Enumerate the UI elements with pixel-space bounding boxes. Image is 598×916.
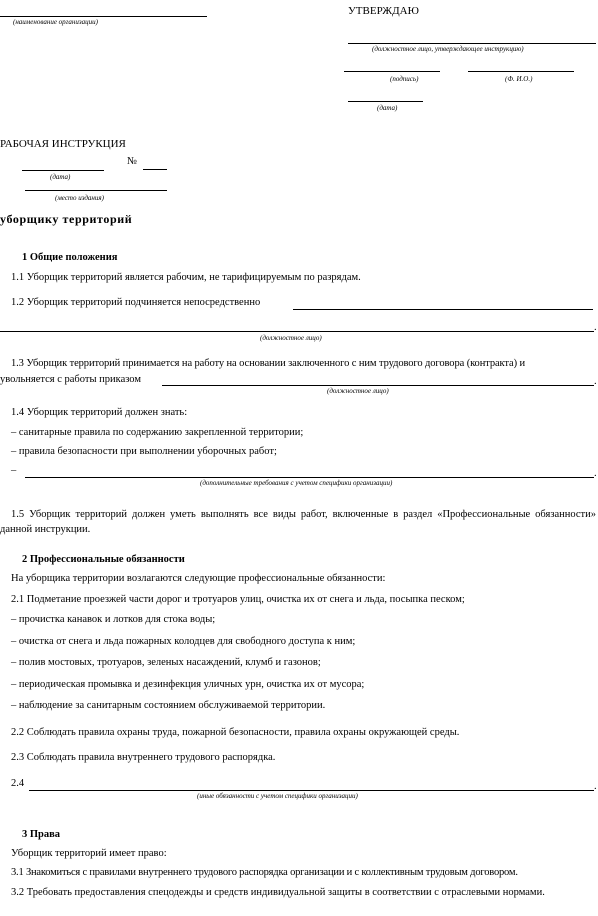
section2-intro: На уборщика территории возлагаются следующие профессиональные обязанности: — [11, 573, 386, 584]
clause-2-4: 2.4 — [11, 778, 25, 789]
duty-item: – очистка от снега и льда пожарных колодцев для свободного доступа к ним; — [11, 636, 356, 647]
doc-type: РАБОЧАЯ ИНСТРУКЦИЯ — [0, 138, 126, 150]
clause-1-2: 1.2 Уборщик территорий подчиняется непосредственно — [11, 297, 261, 308]
place-line — [25, 190, 167, 191]
supervisor-dot: . — [594, 322, 597, 333]
clause-1-3-cont: увольняется с работы приказом — [0, 374, 142, 385]
duty-item: – полив мостовых, тротуаров, зеленых насаждений, клумб и газонов; — [11, 657, 321, 668]
org-name-caption: (наименование организации) — [13, 18, 98, 26]
clause-1-3: 1.3 Уборщик территорий принимается на работу на основании заключенного с ним трудового договора (контракта) и — [11, 358, 526, 369]
signature-caption: (подпись) — [390, 75, 419, 83]
clause-1-1: 1.1 Уборщик территорий является рабочим, не тарифицируемым по разрядам. — [11, 272, 361, 283]
name-line — [468, 71, 574, 72]
clause-2-3: 2.3 Соблюдать правила внутреннего трудового распорядка. — [11, 752, 276, 763]
know-extra-line — [25, 477, 594, 478]
duty-item: – наблюдение за санитарным состоянием обслуживаемой территории. — [11, 700, 326, 711]
know-item: – санитарные правила по содержанию закрепленной территории; — [11, 427, 304, 438]
dismissal-caption: (должностное лицо) — [327, 387, 389, 395]
know-caption: (дополнительные требования с учетом специфики организации) — [200, 479, 393, 487]
approve-date-line — [348, 101, 423, 102]
supervisor-line-1 — [293, 309, 593, 310]
approve-date-caption: (дата) — [377, 104, 398, 112]
section2-heading: 2 Профессиональные обязанности — [22, 554, 185, 565]
know-item: – — [11, 465, 17, 476]
know-extra-dot: . — [594, 468, 597, 479]
duty-item: – прочистка канавок и лотков для стока воды; — [11, 614, 216, 625]
know-item: – правила безопасности при выполнении уборочных работ; — [11, 446, 277, 457]
dismissal-dot: . — [594, 376, 597, 387]
section3-intro: Уборщик территорий имеет право: — [11, 848, 167, 859]
clause-3-1: 3.1 Знакомиться с правилами внутреннего трудового распорядка организации и с коллективным трудовым договором. — [11, 867, 518, 878]
place-caption: (место издания) — [55, 194, 104, 202]
section3-heading: 3 Права — [22, 829, 61, 840]
other-duties-line — [29, 790, 594, 791]
dismissal-line — [162, 385, 594, 386]
doc-subject: уборщику территорий — [0, 212, 133, 226]
number-line — [143, 169, 167, 170]
approve-label: УТВЕРЖДАЮ — [348, 5, 419, 17]
supervisor-caption: (должностное лицо) — [260, 334, 322, 342]
duty-item: – периодическая промывка и дезинфекция уличных урн, очистка их от мусора; — [11, 679, 365, 690]
doc-date-line — [22, 170, 104, 171]
other-duties-caption: (иные обязанности с учетом специфики организации) — [197, 792, 358, 800]
name-caption: (Ф. И.О.) — [505, 75, 533, 83]
approver-position-caption: (должностное лицо, утверждающее инструкцию) — [372, 45, 524, 53]
number-label: № — [127, 156, 138, 167]
approver-position-line — [348, 43, 596, 44]
clause-1-5: 1.5 Уборщик территорий должен уметь выполнять все виды работ, включенные в раздел «Профессиональные обязанности» данной инструкции. — [0, 509, 596, 535]
clause-2-1: 2.1 Подметание проезжей части дорог и тротуаров улиц, очистка их от снега и льда, посыпка песком; — [11, 594, 465, 605]
clause-1-4: 1.4 Уборщик территорий должен знать: — [11, 407, 188, 418]
doc-date-caption: (дата) — [50, 173, 71, 181]
clause-2-2: 2.2 Соблюдать правила охраны труда, пожарной безопасности, правила охраны окружающей среды. — [11, 727, 460, 738]
supervisor-line-2 — [0, 331, 594, 332]
signature-line — [344, 71, 440, 72]
other-duties-dot: . — [594, 781, 597, 792]
section1-heading: 1 Общие положения — [22, 252, 118, 263]
org-name-line — [0, 16, 207, 17]
clause-3-2: 3.2 Требовать предоставления спецодежды и средств индивидуальной защиты в соответствии с отраслевыми нормами. — [11, 887, 545, 898]
